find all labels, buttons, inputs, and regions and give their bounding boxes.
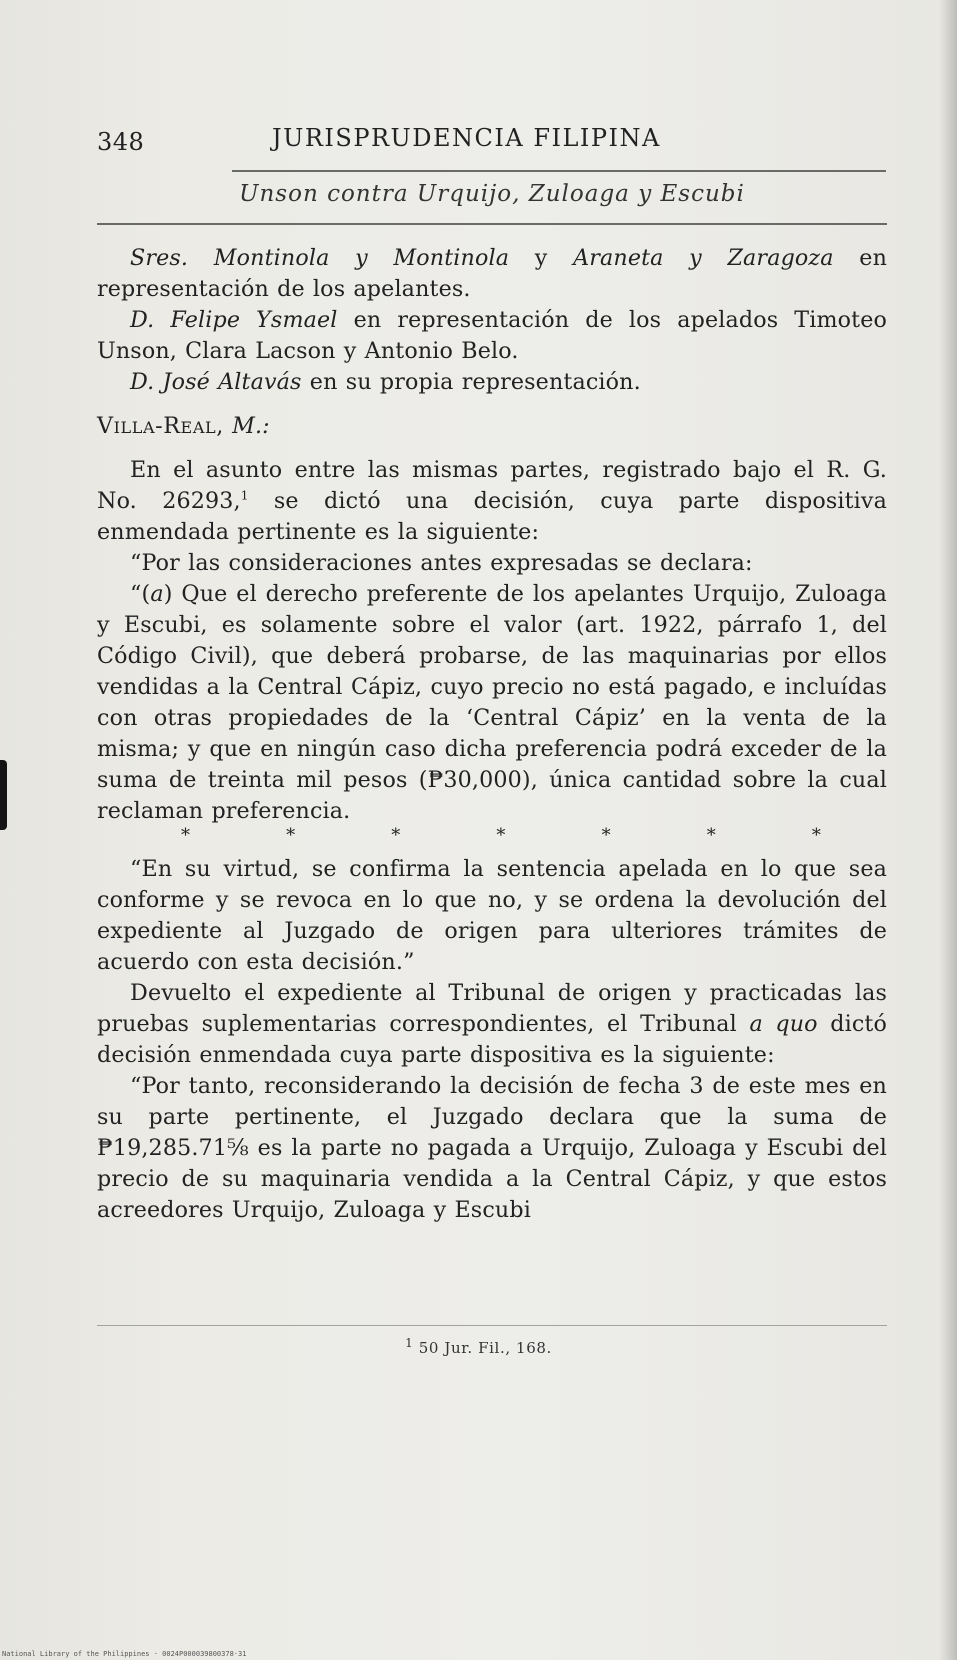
footnote-reference: 1	[240, 488, 249, 503]
ellipsis-star: *	[181, 825, 191, 846]
counsel-connector: y	[534, 245, 548, 271]
opinion-body	[97, 243, 887, 1226]
counsel-self	[97, 367, 887, 398]
opinion-paragraph-remand	[97, 978, 887, 1071]
opinion-paragraph-1	[97, 455, 887, 548]
counsel-name: Sres. Montinola y Montinola	[130, 245, 510, 271]
justice-name: Villa-Real,	[97, 413, 224, 439]
footnote	[0, 1336, 957, 1357]
running-head: JURISPRUDENCIA FILIPINA	[272, 124, 661, 152]
ellipsis-star: *	[706, 825, 716, 846]
case-title-rule	[97, 223, 887, 225]
paragraph-text-continued: dictó decisión enmendada cuya parte dispositiva es la siguiente:	[97, 1011, 887, 1068]
quote-intro: “Por las consideraciones antes expresadas se declara:	[130, 550, 753, 576]
ellipsis-star: *	[811, 825, 821, 846]
counsel-role: en representación de los apelantes.	[97, 245, 888, 302]
justice-line	[97, 411, 887, 442]
counsel-name-second: Araneta y Zaragoza	[573, 245, 834, 271]
ellipsis-star: *	[601, 825, 611, 846]
quote-item-text: ) Que el derecho preferente de los apelantes Urquijo, Zuloaga y Escubi, es solamente sobre el valor (art. 1922, párrafo 1, del Código Civil), que deberá probarse, de las maquinarias por ellos vendidas a la Central Cápiz, cuyo precio no está pagado, e incluídas con otras propiedades de la ‘Central Cápiz’ en la venta de la misma; y que en ningún caso dicha preferencia podrá exceder de la suma de treinta mil pesos (₱30,000), única cantidad sobre la cual reclaman preferencia.	[97, 581, 887, 824]
justice-title: M.:	[232, 413, 270, 439]
latin-term: a quo	[749, 1011, 818, 1037]
footnote-rule	[97, 1325, 887, 1326]
counsel-role: en su propia representación.	[309, 369, 641, 395]
page-edge-shadow	[939, 0, 957, 1660]
counsel-appellants	[97, 243, 887, 305]
quote-item-a	[97, 579, 887, 827]
library-tag: National Library of the Philippines · 0024P000039800378·31	[2, 1650, 247, 1658]
paragraph-text-continued: se dictó una decisión, cuya parte dispositiva enmendada pertinente es la siguiente:	[97, 488, 887, 545]
footnote-text: 50 Jur. Fil., 168.	[418, 1339, 552, 1357]
counsel-appellees	[97, 305, 887, 367]
ellipsis-stars	[181, 826, 821, 854]
ellipsis-star: *	[391, 825, 401, 846]
binding-mark	[0, 760, 7, 830]
quote-disposition: “En su virtud, se confirma la sentencia apelada en lo que sea conforme y se revoca en lo que no, y se ordena la devolución del expediente al Juzgado de origen para ulteriores trámites de acuerdo con esta decisión.”	[97, 856, 887, 975]
page-number: 348	[97, 128, 145, 156]
ellipsis-star: *	[496, 825, 506, 846]
paragraph-text: Devuelto el expediente al Tribunal de origen y practicadas las pruebas suplementarias correspondientes, el Tribunal	[97, 980, 887, 1037]
header-rule	[232, 170, 886, 172]
counsel-role: en representación de los apelados Timoteo Unson, Clara Lacson y Antonio Belo.	[97, 307, 888, 364]
page-header	[97, 124, 887, 164]
ellipsis-star: *	[286, 825, 296, 846]
quote-amended-decision: “Por tanto, reconsiderando la decisión de fecha 3 de este mes en su parte pertinente, el Juzgado declara que la suma de ₱19,285.71⅝ es la parte no pagada a Urquijo, Zuloaga y Escubi del precio de su maquinaria vendida a la Central Cápiz, y que estos acreedores Urquijo, Zuloaga y Escubi	[97, 1073, 887, 1223]
paragraph-text: En el asunto entre las mismas partes, registrado bajo el R. G. No. 26293,	[97, 457, 887, 514]
item-letter: a	[150, 581, 164, 607]
case-title: Unson contra Urquijo, Zuloaga y Escubi	[239, 181, 745, 207]
quote-open: “(	[130, 581, 151, 607]
footnote-marker: 1	[405, 1336, 414, 1350]
counsel-name: D. José Altavás	[130, 369, 302, 395]
counsel-name: D. Felipe Ysmael	[130, 307, 338, 333]
